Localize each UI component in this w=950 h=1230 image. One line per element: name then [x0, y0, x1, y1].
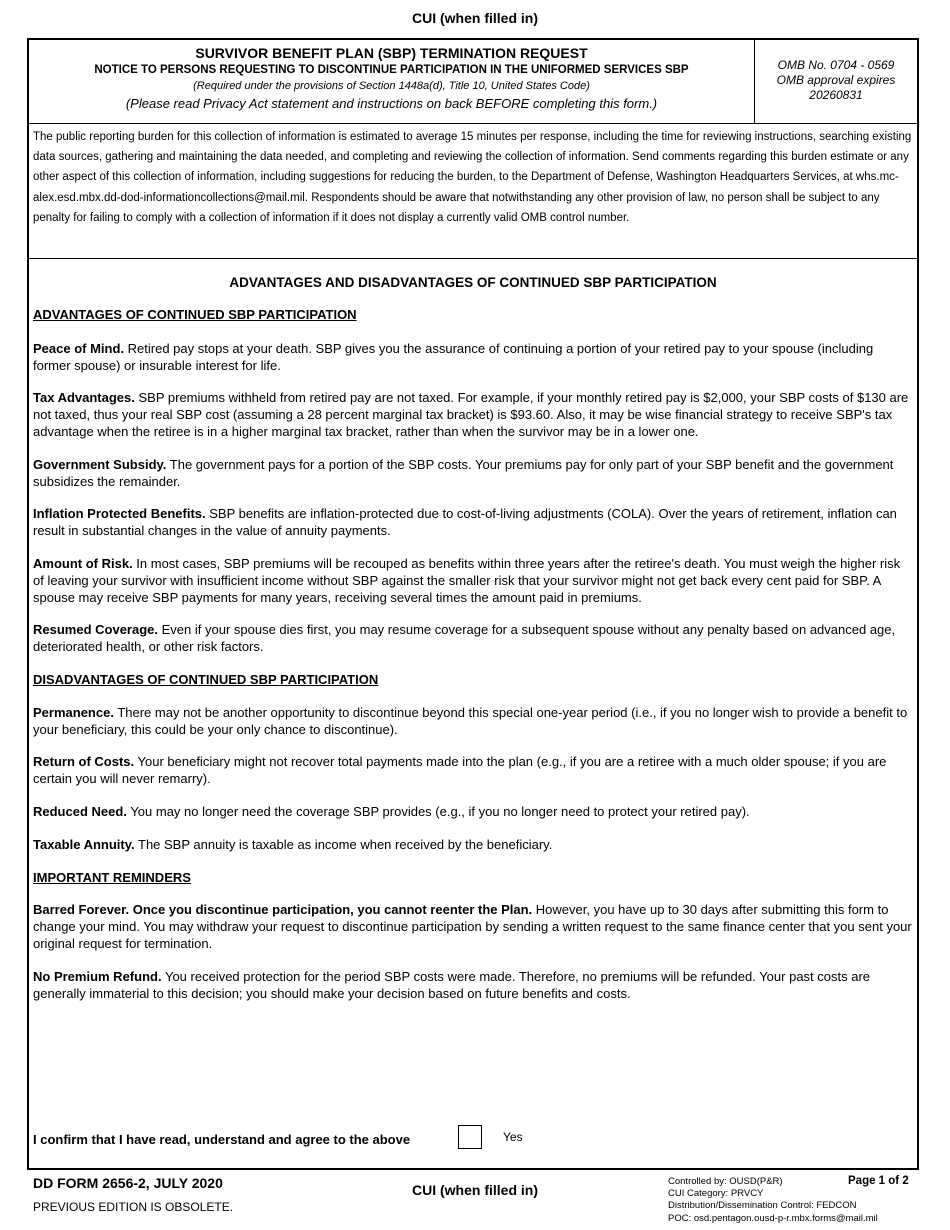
confirm-row: [33, 1125, 893, 1155]
cui-category: CUI Category: PRVCY: [668, 1188, 764, 1200]
form-notice: NOTICE TO PERSONS REQUESTING TO DISCONTINUE PARTICIPATION IN THE UNIFORMED SERVICES SBP: [94, 64, 689, 76]
form-number: DD FORM 2656-2, JULY 2020: [33, 1175, 223, 1191]
disadvantage-item: [33, 837, 913, 854]
content-title: ADVANTAGES AND DISADVANTAGES OF CONTINUED SBP PARTICIPATION: [229, 275, 717, 290]
omb-number: OMB No. 0704 - 0569: [777, 58, 895, 72]
form-header: [29, 40, 917, 124]
item-text: You received protection for the period SBP costs were made. Therefore, no premiums will be refunded. Your past costs are generally immaterial to this decision; you should make your decision based on future benefits and costs.: [33, 968, 871, 1001]
previous-edition-note: PREVIOUS EDITION IS OBSOLETE.: [33, 1200, 234, 1214]
form-title: SURVIVOR BENEFIT PLAN (SBP) TERMINATION REQUEST: [195, 45, 588, 61]
advantage-item: [33, 556, 913, 606]
item-term: Reduced Need.: [33, 803, 127, 819]
item-text: The SBP annuity is taxable as income when received by the beneficiary.: [138, 836, 553, 852]
item-term: Resumed Coverage.: [33, 622, 158, 638]
item-text: SBP premiums withheld from retired pay are not taxed. For example, if your monthly retired pay is $2,000, your SBP costs of $130 are not taxed, thus your real SBP cost (assuming a 28 percent marginal tax bracket) is $93.60. Also, it may be wise financial strategy to receive SBP's tax advantage when the retiree is in a higher marginal tax bracket, rather than when the survivor may be in a lower one.: [33, 390, 909, 439]
form-privacy-instruction: (Please read Privacy Act statement and instructions on back BEFORE completing this form.): [125, 96, 658, 111]
confirm-label: I confirm that I have read, understand and agree to the above: [33, 1132, 411, 1147]
reminders-heading: IMPORTANT REMINDERS: [33, 869, 191, 885]
advantage-item: [33, 457, 913, 491]
item-term: Return of Costs.: [33, 754, 135, 770]
disadvantages-heading: DISADVANTAGES OF CONTINUED SBP PARTICIPATION: [33, 671, 379, 687]
item-term: Tax Advantages.: [33, 390, 135, 406]
item-text: You may no longer need the coverage SBP provides (e.g., if you no longer need to protect your retired pay).: [130, 803, 750, 819]
item-text: Retired pay stops at your death. SBP gives you the assurance of continuing a portion of your retired pay to your spouse (including former spouse) or insurable interest for life.: [33, 340, 874, 373]
controlled-by: Controlled by: OUSD(P&R): [668, 1176, 783, 1187]
omb-block: [755, 40, 917, 123]
reminder-item: [33, 969, 913, 1003]
item-term: Inflation Protected Benefits.: [33, 506, 206, 522]
form-frame: [27, 38, 919, 1170]
burden-statement: The public reporting burden for this collection of information is estimated to average 15 minutes per response, including the time for reviewing instructions, searching existing data sources, gathering and maintaining the data needed, and completing and reviewing the collection of information. Send comments regarding this burden estimate or any other aspect of this collection of information, including suggestions for reducing the burden, to the Department of Defense, Washington Headquarters Services, at whs.mc-alex.esd.mbx.dd-dod-informationcollections@mail.mil. Respondents should be aware that notwithstanding any other provision of law, no person shall be subject to any penalty for failing to comply with a collection of information if it does not display a currently valid OMB control number.: [29, 124, 917, 259]
confirm-yes-label: Yes: [503, 1130, 523, 1144]
advantage-item: [33, 390, 913, 440]
item-text: In most cases, SBP premiums will be recouped as benefits within three years after the retiree's death. You must weigh the higher risk of leaving your survivor with insufficient income without SBP against the smaller risk that your survivor might not get back every cent paid for SBP. A spouse may receive SBP payments for many years, receiving several times the amount paid in premiums.: [33, 555, 901, 605]
omb-expiration-date: 20260831: [809, 88, 863, 102]
advantage-item: [33, 622, 913, 656]
item-text: Your beneficiary might not recover total payments made into the plan (e.g., if you are a retiree with a much older spouse; if you are certain you will never remarry).: [33, 754, 887, 787]
item-term: Barred Forever. Once you discontinue participation, you cannot reenter the Plan.: [33, 902, 533, 918]
cui-marking-bottom: CUI (when filled in): [412, 1182, 538, 1198]
item-term: Amount of Risk.: [33, 555, 133, 571]
item-text: There may not be another opportunity to discontinue beyond this special one-year period (i.e., if you no longer wish to provide a benefit to your beneficiary, this could be your only chance to discontinue).: [33, 704, 908, 737]
item-term: Government Subsidy.: [33, 456, 167, 472]
item-text: The government pays for a portion of the SBP costs. Your premiums pay for only part of your SBP benefit and the government subsidizes the remainder.: [33, 456, 894, 489]
distribution-control: Distribution/Dissemination Control: FEDCON: [668, 1200, 857, 1212]
item-text: However, you have up to 30 days after submitting this form to change your mind. You may withdraw your request to discontinue participation by sending a written request to the same finance center that you sent your original request for termination.: [33, 902, 912, 951]
omb-expires-label: OMB approval expires: [776, 73, 896, 87]
advantage-item: [33, 341, 913, 375]
item-text: Even if your spouse dies first, you may resume coverage for a subsequent spouse without any penalty based on advanced age, deteriorated health, or other risk factors.: [33, 622, 896, 655]
item-text: SBP benefits are inflation-protected due to cost-of-living adjustments (COLA). Over the years of retirement, inflation can result in substantial changes in the value of annuity payments.: [33, 506, 897, 539]
disadvantage-item: [33, 804, 913, 821]
reminder-item: [33, 902, 913, 952]
form-content: [29, 259, 917, 1002]
advantages-heading: ADVANTAGES OF CONTINUED SBP PARTICIPATION: [33, 307, 357, 322]
item-term: No Premium Refund.: [33, 968, 162, 984]
cui-marking-top: CUI (when filled in): [412, 10, 538, 26]
page-number: Page 1 of 2: [848, 1175, 909, 1187]
item-term: Permanence.: [33, 704, 114, 720]
cui-control-block: [668, 1176, 878, 1225]
disadvantage-item: [33, 754, 913, 788]
disadvantage-item: [33, 705, 913, 739]
header-title-block: [29, 40, 755, 123]
advantage-item: [33, 506, 913, 540]
item-term: Peace of Mind.: [33, 340, 125, 356]
poc-email: POC: osd.pentagon.ousd-p-r.mbx.forms@mail.mil: [668, 1212, 878, 1224]
confirm-checkbox[interactable]: [458, 1125, 482, 1149]
item-term: Taxable Annuity.: [33, 836, 135, 852]
form-authority: (Required under the provisions of Section 1448a(d), Title 10, United States Code): [193, 80, 590, 92]
